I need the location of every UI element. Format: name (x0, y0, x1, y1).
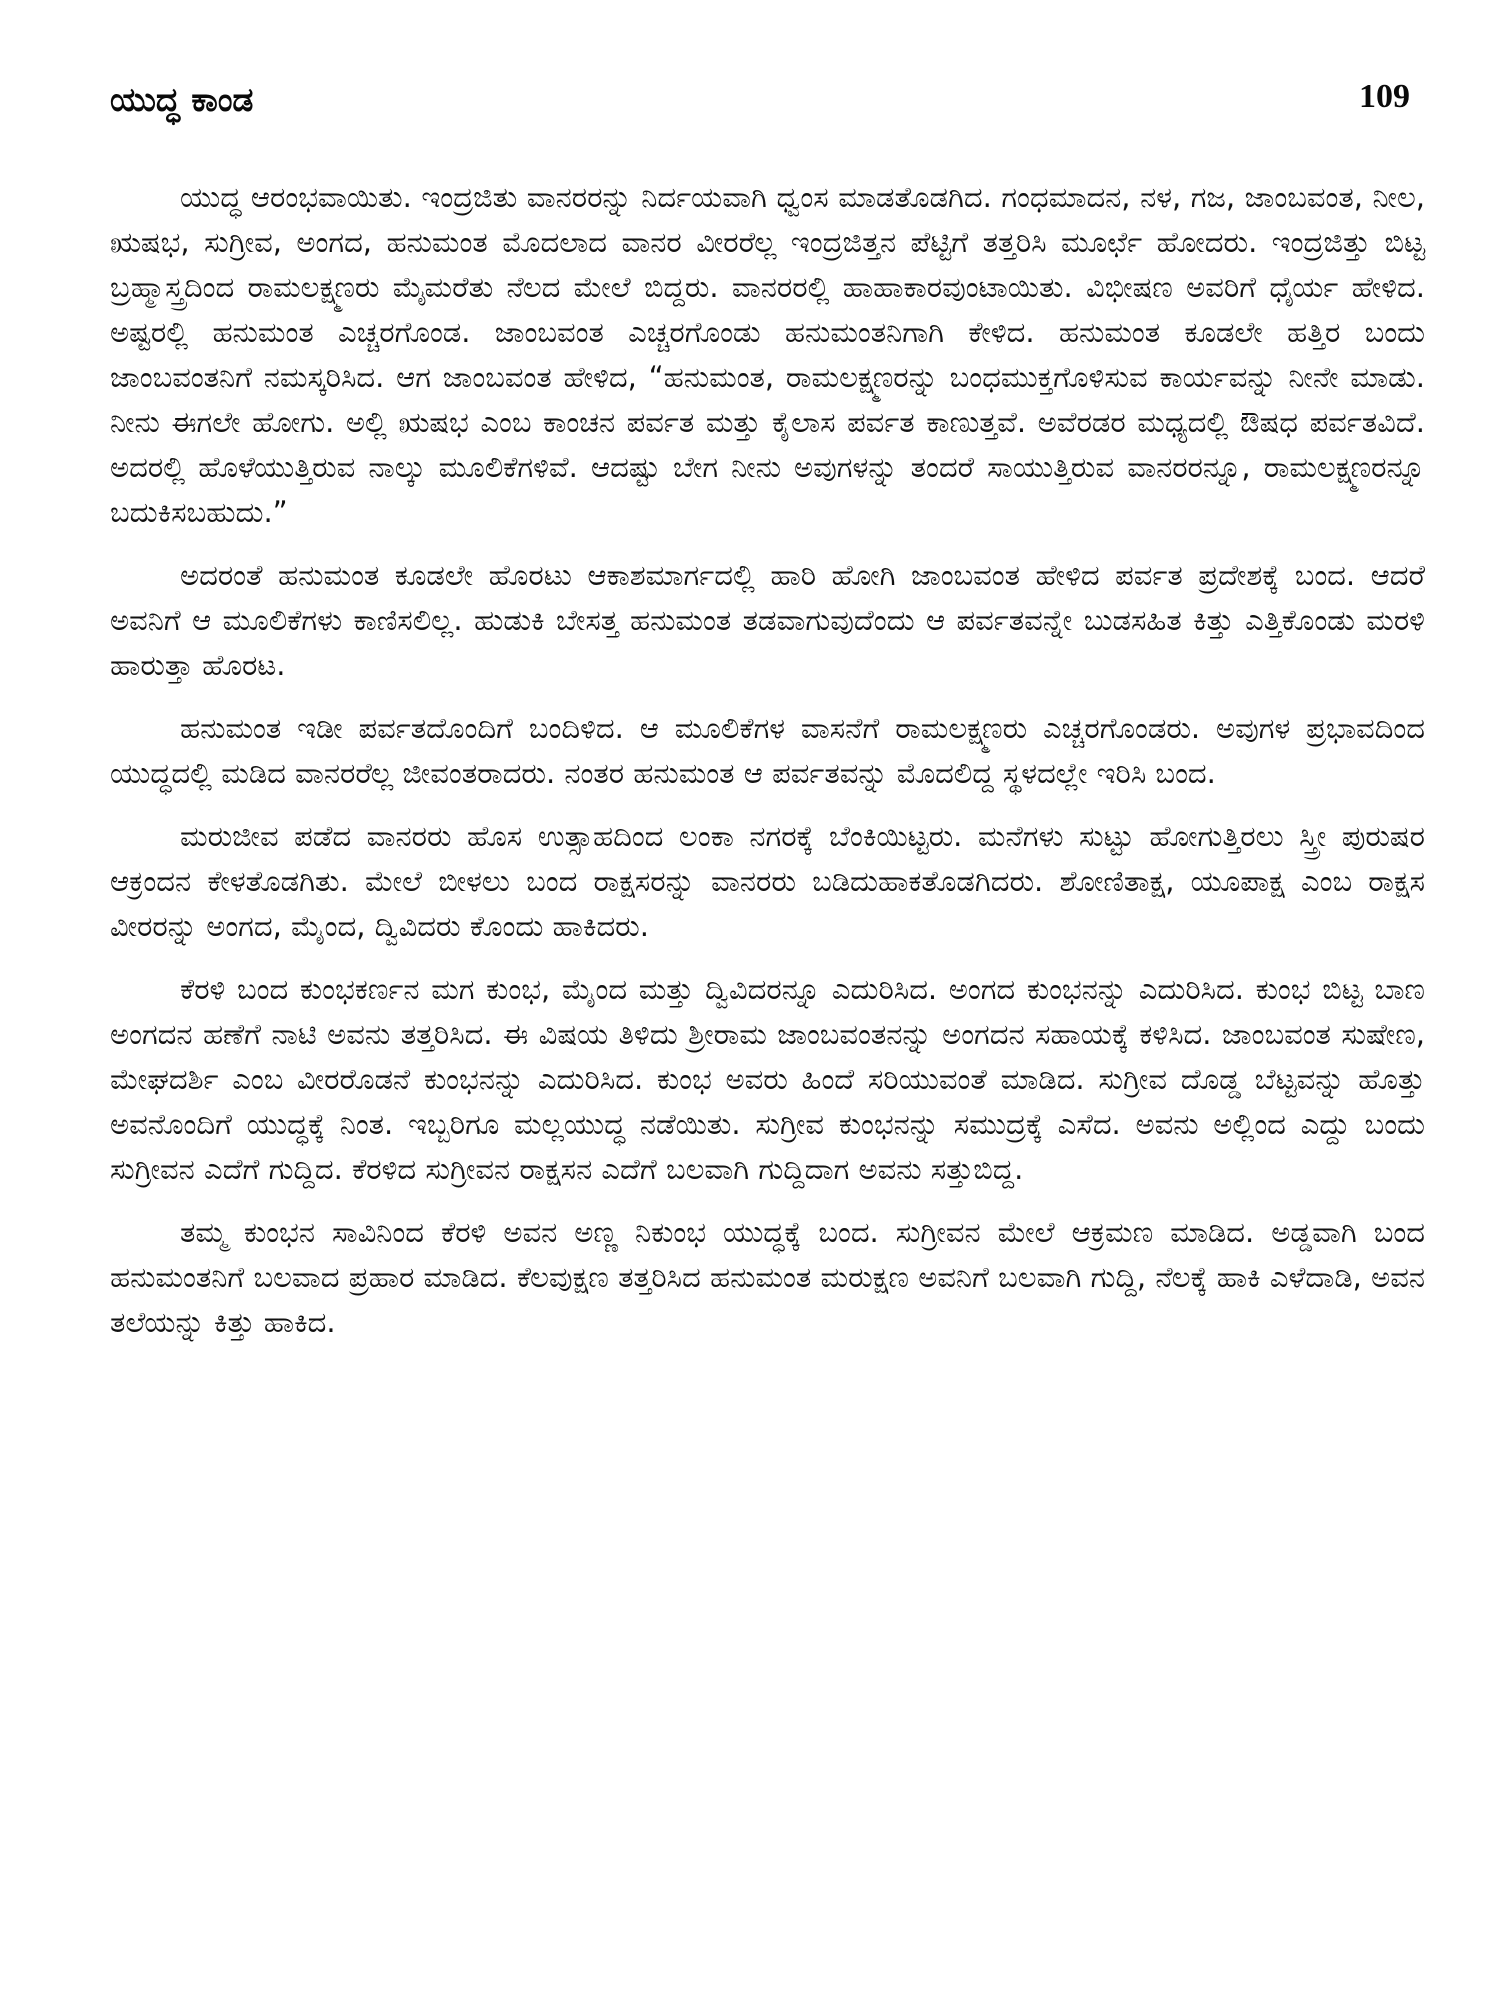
page-number: 109 (1359, 78, 1410, 115)
paragraph: ಹನುಮಂತ ಇಡೀ ಪರ್ವತದೊಂದಿಗೆ ಬಂದಿಳಿದ. ಆ ಮೂಲಿಕೆಗಳ ವಾಸನೆಗೆ ರಾಮಲಕ್ಷ್ಮಣರು ಎಚ್ಚರಗೊಂಡರು. ಅವುಗಳ ಪ್ರಭಾವದಿಂದ ಯುದ್ಧದಲ್ಲಿ ಮಡಿದ ವಾನರರೆಲ್ಲ ಜೀವಂತರಾದರು. ನಂತರ ಹನುಮಂತ ಆ ಪರ್ವತವನ್ನು ಮೊದಲಿದ್ದ ಸ್ಥಳದಲ್ಲೇ ಇರಿಸಿ ಬಂದ. (110, 711, 1425, 790)
running-title: ಯುದ್ಧ ಕಾಂಡ (110, 80, 254, 119)
paragraph: ಕೆರಳಿ ಬಂದ ಕುಂಭಕರ್ಣನ ಮಗ ಕುಂಭ, ಮೈಂದ ಮತ್ತು ದ್ವಿವಿದರನ್ನೂ ಎದುರಿಸಿದ. ಅಂಗದ ಕುಂಭನನ್ನು ಎದುರಿಸಿದ. ಕುಂಭ ಬಿಟ್ಟ ಬಾಣ ಅಂಗದನ ಹಣೆಗೆ ನಾಟಿ ಅವನು ತತ್ತರಿಸಿದ. ಈ ವಿಷಯ ತಿಳಿದು ಶ್ರೀರಾಮ ಜಾಂಬವಂತನನ್ನು ಅಂಗದನ ಸಹಾಯಕ್ಕೆ ಕಳಿಸಿದ. ಜಾಂಬವಂತ ಸುಷೇಣ, ಮೇಘದರ್ಶಿ ಎಂಬ ವೀರರೊಡನೆ ಕುಂಭನನ್ನು ಎದುರಿಸಿದ. ಕುಂಭ ಅವರು ಹಿಂದೆ ಸರಿಯುವಂತೆ ಮಾಡಿದ. ಸುಗ್ರೀವ ದೊಡ್ಡ ಬೆಟ್ಟವನ್ನು ಹೊತ್ತು ಅವನೊಂದಿಗೆ ಯುದ್ಧಕ್ಕೆ ನಿಂತ. ಇಬ್ಬರಿಗೂ ಮಲ್ಲಯುದ್ಧ ನಡೆಯಿತು. ಸುಗ್ರೀವ ಕುಂಭನನ್ನು ಸಮುದ್ರಕ್ಕೆ ಎಸೆದ. ಅವನು ಅಲ್ಲಿಂದ ಎದ್ದು ಬಂದು ಸುಗ್ರೀವನ ಎದೆಗೆ ಗುದ್ದಿದ. ಕೆರಳಿದ ಸುಗ್ರೀವನ ರಾಕ್ಷಸನ ಎದೆಗೆ ಬಲವಾಗಿ ಗುದ್ದಿದಾಗ ಅವನು ಸತ್ತುಬಿದ್ದ. (110, 972, 1425, 1186)
paragraph: ಯುದ್ಧ ಆರಂಭವಾಯಿತು. ಇಂದ್ರಜಿತು ವಾನರರನ್ನು ನಿರ್ದಯವಾಗಿ ಧ್ವಂಸ ಮಾಡತೊಡಗಿದ. ಗಂಧಮಾದನ, ನಳ, ಗಜ, ಜಾಂಬವಂತ, ನೀಲ, ಋಷಭ, ಸುಗ್ರೀವ, ಅಂಗದ, ಹನುಮಂತ ಮೊದಲಾದ ವಾನರ ವೀರರೆಲ್ಲ ಇಂದ್ರಜಿತ್ತನ ಪೆಟ್ಟಿಗೆ ತತ್ತರಿಸಿ ಮೂರ್ಛೆ ಹೋದರು. ಇಂದ್ರಜಿತ್ತು ಬಿಟ್ಟ ಬ್ರಹ್ಮಾಸ್ತ್ರದಿಂದ ರಾಮಲಕ್ಷ್ಮಣರು ಮೈಮರೆತು ನೆಲದ ಮೇಲೆ ಬಿದ್ದರು. ವಾನರರಲ್ಲಿ ಹಾಹಾಕಾರವುಂಟಾಯಿತು. ವಿಭೀಷಣ ಅವರಿಗೆ ಧೈರ್ಯ ಹೇಳಿದ. ಅಷ್ಟರಲ್ಲಿ ಹನುಮಂತ ಎಚ್ಚರಗೊಂಡ. ಜಾಂಬವಂತ ಎಚ್ಚರಗೊಂಡು ಹನುಮಂತನಿಗಾಗಿ ಕೇಳಿದ. ಹನುಮಂತ ಕೂಡಲೇ ಹತ್ತಿರ ಬಂದು ಜಾಂಬವಂತನಿಗೆ ನಮಸ್ಕರಿಸಿದ. ಆಗ ಜಾಂಬವಂತ ಹೇಳಿದ, “ಹನುಮಂತ, ರಾಮಲಕ್ಷ್ಮಣರನ್ನು ಬಂಧಮುಕ್ತಗೊಳಿಸುವ ಕಾರ್ಯವನ್ನು ನೀನೇ ಮಾಡು. ನೀನು ಈಗಲೇ ಹೋಗು. ಅಲ್ಲಿ ಋಷಭ ಎಂಬ ಕಾಂಚನ ಪರ್ವತ ಮತ್ತು ಕೈಲಾಸ ಪರ್ವತ ಕಾಣುತ್ತವೆ. ಅವೆರಡರ ಮಧ್ಯದಲ್ಲಿ ಔಷಧ ಪರ್ವತವಿದೆ. ಅದರಲ್ಲಿ ಹೊಳೆಯುತ್ತಿರುವ ನಾಲ್ಕು ಮೂಲಿಕೆಗಳಿವೆ. ಆದಷ್ಟು ಬೇಗ ನೀನು ಅವುಗಳನ್ನು ತಂದರೆ ಸಾಯುತ್ತಿರುವ ವಾನರರನ್ನೂ, ರಾಮಲಕ್ಷ್ಮಣರನ್ನೂ ಬದುಕಿಸಬಹುದು.” (110, 180, 1425, 529)
paragraph: ಅದರಂತೆ ಹನುಮಂತ ಕೂಡಲೇ ಹೊರಟು ಆಕಾಶಮಾರ್ಗದಲ್ಲಿ ಹಾರಿ ಹೋಗಿ ಜಾಂಬವಂತ ಹೇಳಿದ ಪರ್ವತ ಪ್ರದೇಶಕ್ಕೆ ಬಂದ. ಆದರೆ ಅವನಿಗೆ ಆ ಮೂಲಿಕೆಗಳು ಕಾಣಿಸಲಿಲ್ಲ. ಹುಡುಕಿ ಬೇಸತ್ತ ಹನುಮಂತ ತಡವಾಗುವುದೆಂದು ಆ ಪರ್ವತವನ್ನೇ ಬುಡಸಹಿತ ಕಿತ್ತು ಎತ್ತಿಕೊಂಡು ಮರಳಿ ಹಾರುತ್ತಾ ಹೊರಟ. (110, 558, 1425, 682)
paragraph: ತಮ್ಮ ಕುಂಭನ ಸಾವಿನಿಂದ ಕೆರಳಿ ಅವನ ಅಣ್ಣ ನಿಕುಂಭ ಯುದ್ಧಕ್ಕೆ ಬಂದ. ಸುಗ್ರೀವನ ಮೇಲೆ ಆಕ್ರಮಣ ಮಾಡಿದ. ಅಡ್ಡವಾಗಿ ಬಂದ ಹನುಮಂತನಿಗೆ ಬಲವಾದ ಪ್ರಹಾರ ಮಾಡಿದ. ಕೆಲವುಕ್ಷಣ ತತ್ತರಿಸಿದ ಹನುಮಂತ ಮರುಕ್ಷಣ ಅವನಿಗೆ ಬಲವಾಗಿ ಗುದ್ದಿ, ನೆಲಕ್ಕೆ ಹಾಕಿ ಎಳೆದಾಡಿ, ಅವನ ತಲೆಯನ್ನು ಕಿತ್ತು ಹಾಕಿದ. (110, 1215, 1425, 1339)
body-text (110, 175, 1425, 1363)
paragraph: ಮರುಜೀವ ಪಡೆದ ವಾನರರು ಹೊಸ ಉತ್ಸಾಹದಿಂದ ಲಂಕಾ ನಗರಕ್ಕೆ ಬೆಂಕಿಯಿಟ್ಟರು. ಮನೆಗಳು ಸುಟ್ಟು ಹೋಗುತ್ತಿರಲು ಸ್ತ್ರೀ ಪುರುಷರ ಆಕ್ರಂದನ ಕೇಳತೊಡಗಿತು. ಮೇಲೆ ಬೀಳಲು ಬಂದ ರಾಕ್ಷಸರನ್ನು ವಾನರರು ಬಡಿದುಹಾಕತೊಡಗಿದರು. ಶೋಣಿತಾಕ್ಷ, ಯೂಪಾಕ್ಷ ಎಂಬ ರಾಕ್ಷಸ ವೀರರನ್ನು ಅಂಗದ, ಮೈಂದ, ದ್ವಿವಿದರು ಕೊಂದು ಹಾಕಿದರು. (110, 819, 1425, 943)
